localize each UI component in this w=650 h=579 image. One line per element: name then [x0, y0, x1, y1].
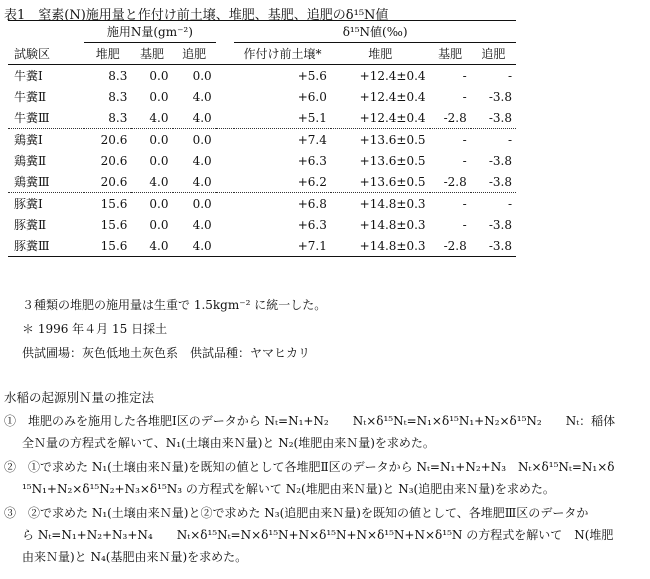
table-row: [8, 107, 516, 129]
table-cell: 15.6: [100, 217, 128, 232]
table-cell: -: [462, 153, 467, 168]
table-cell: +14.8±0.3: [359, 196, 426, 211]
paragraph-3: [4, 502, 646, 568]
col-header: 基肥: [139, 47, 164, 61]
table-cell: +13.6±0.5: [359, 132, 426, 147]
table-row: [8, 150, 516, 171]
table-cell: 20.6: [100, 153, 128, 168]
table-cell: 0.0: [149, 217, 169, 232]
table-cell: 牛糞Ⅱ: [14, 90, 47, 104]
table-row: [8, 129, 516, 151]
table-cell: 豚糞Ⅲ: [8, 235, 84, 257]
table-cell: -3.8: [488, 217, 512, 232]
table-cell: +7.4: [297, 132, 327, 147]
table-cell: 0.0: [192, 196, 212, 211]
table-cell: 4.0: [149, 110, 169, 125]
table-row: [8, 235, 516, 257]
column-header-row: [8, 43, 516, 65]
col-header: 試験区: [14, 46, 51, 61]
table-cell: +14.8±0.3: [331, 235, 430, 257]
note: ＊ 1996 年４月 15 日採土: [22, 322, 168, 336]
table-cell: 4.0: [192, 153, 212, 168]
table-cell: 8.3: [108, 89, 128, 104]
table-cell: -: [462, 89, 467, 104]
table-cell: 4.0: [149, 174, 169, 189]
table-cell: -3.8: [471, 235, 516, 257]
table-cell: +6.8: [297, 196, 327, 211]
table-cell: -: [507, 68, 512, 83]
table-notes: [22, 293, 326, 365]
table-cell: +6.0: [297, 89, 327, 104]
table-cell: -: [462, 68, 467, 83]
table-cell: +14.8±0.3: [359, 217, 426, 232]
table-cell: 0.0: [149, 89, 169, 104]
table-cell: -3.8: [488, 110, 512, 125]
table-cell: 豚糞Ⅱ: [14, 218, 47, 232]
table-cell: -: [507, 132, 512, 147]
header-n-amount: 施用N量(gm⁻²): [84, 21, 216, 43]
paragraph-1: [4, 410, 646, 454]
col-header: 追肥: [481, 47, 506, 61]
paragraph-line: 由来Ｎ量)と N₄(基肥由来Ｎ量)を求めた。: [22, 550, 248, 564]
table-cell: -3.8: [488, 153, 512, 168]
table-cell: 4.0: [192, 174, 212, 189]
paragraph-2: [4, 456, 646, 500]
note: ３種類の堆肥の施用量は生重で 1.5kgm⁻² に統一した。: [22, 298, 327, 312]
table-cell: +7.1: [234, 235, 331, 257]
table-cell: 4.0: [192, 217, 212, 232]
table-cell: 0.0: [149, 153, 169, 168]
table-cell: +5.6: [297, 68, 327, 83]
table-cell: -: [462, 196, 467, 211]
table-cell: 4.0: [131, 235, 172, 257]
table-cell: 0.0: [192, 132, 212, 147]
table-cell: 20.6: [100, 132, 128, 147]
table-cell: -: [462, 217, 467, 232]
paragraph-line: ① 堆肥のみを施用した各堆肥Ⅰ区のデータから Nₜ=N₁+N₂ Nₜ×δ¹⁵Nₜ=N₁×δ¹⁵N₁+N₂×δ¹⁵N₂ Nₜ：稲体: [4, 414, 616, 428]
col-header: 堆肥: [368, 47, 393, 61]
table-cell: 豚糞Ⅰ: [14, 197, 43, 211]
table-cell: -2.8: [443, 174, 467, 189]
table-cell: -: [507, 196, 512, 211]
note: 供試圃場：灰色低地土灰色系 供試品種：ヤマヒカリ: [22, 346, 311, 360]
table-cell: 0.0: [149, 196, 169, 211]
table-row: [8, 86, 516, 107]
table-cell: -2.8: [430, 235, 471, 257]
header-delta: δ¹⁵N値(‰): [234, 21, 516, 43]
table-cell: 15.6: [84, 235, 131, 257]
table-cell: 0.0: [149, 68, 169, 83]
table-row: [8, 193, 516, 215]
paragraph-line: ら Nₜ=N₁+N₂+N₃+N₄ Nₜ×δ¹⁵Nₜ=N×δ¹⁵N+N×δ¹⁵N+N×δ¹⁵N+N×δ¹⁵N の方程式を解いて N(堆肥: [22, 528, 614, 542]
table-cell: +13.6±0.5: [359, 174, 426, 189]
table-cell: 4.0: [192, 110, 212, 125]
table-cell: 8.3: [108, 110, 128, 125]
table-cell: -3.8: [488, 174, 512, 189]
col-header: 追肥: [182, 47, 207, 61]
table-cell: 4.0: [173, 235, 216, 257]
paragraph-line: ¹⁵N₁+N₂×δ¹⁵N₂+N₃×δ¹⁵N₃ の方程式を解いて N₂(堆肥由来Ｎ量)と N₃(追肥由来Ｎ量)を求めた。: [22, 482, 555, 496]
table-cell: 0.0: [192, 68, 212, 83]
table-cell: 鶏糞Ⅱ: [14, 154, 47, 168]
table-row: [8, 214, 516, 235]
table-cell: -: [462, 132, 467, 147]
table-cell: 牛糞Ⅰ: [14, 69, 43, 83]
col-header: 基肥: [438, 47, 463, 61]
table-cell: +12.4±0.4: [359, 89, 426, 104]
col-header: 作付け前土壌*: [243, 47, 322, 61]
table-cell: +12.4±0.4: [359, 110, 426, 125]
table-cell: 0.0: [149, 132, 169, 147]
table-cell: 15.6: [100, 196, 128, 211]
table-cell: +6.2: [297, 174, 327, 189]
table-cell: 8.3: [108, 68, 128, 83]
table-cell: +5.1: [297, 110, 327, 125]
table-cell: 牛糞Ⅲ: [14, 111, 50, 125]
table-row: [8, 171, 516, 193]
table-title: 表1 窒素(N)施用量と作付け前土壌、堆肥、基肥、追肥のδ¹⁵N値: [4, 8, 389, 23]
table-cell: +13.6±0.5: [359, 153, 426, 168]
section-title: 水稲の起源別Ｎ量の推定法: [4, 390, 155, 405]
table-cell: -3.8: [488, 89, 512, 104]
table-cell: +6.3: [297, 217, 327, 232]
data-table: [8, 20, 516, 257]
table-cell: +12.4±0.4: [359, 68, 426, 83]
table-cell: -2.8: [443, 110, 467, 125]
table-cell: 鶏糞Ⅰ: [14, 133, 43, 147]
table-row: [8, 65, 516, 87]
paragraph-line: ③ ②で求めた N₁(土壌由来Ｎ量)と②で求めた N₃(追肥由来Ｎ量)を既知の値として、各堆肥Ⅲ区のデータか: [4, 506, 589, 520]
paragraph-line: 全Ｎ量の方程式を解いて、N₁(土壌由来Ｎ量)と N₂(堆肥由来Ｎ量)を求めた。: [22, 436, 435, 450]
table-cell: 20.6: [100, 174, 128, 189]
table-cell: 鶏糞Ⅲ: [14, 175, 50, 189]
col-header: 堆肥: [95, 47, 120, 61]
paragraph-line: ② ①で求めた N₁(土壌由来Ｎ量)を既知の値として各堆肥Ⅱ区のデータから Nₜ=N₁+N₂+N₃ Nₜ×δ¹⁵Nₜ=N₁×δ: [4, 460, 615, 474]
table-cell: +6.3: [297, 153, 327, 168]
table-cell: 4.0: [192, 89, 212, 104]
